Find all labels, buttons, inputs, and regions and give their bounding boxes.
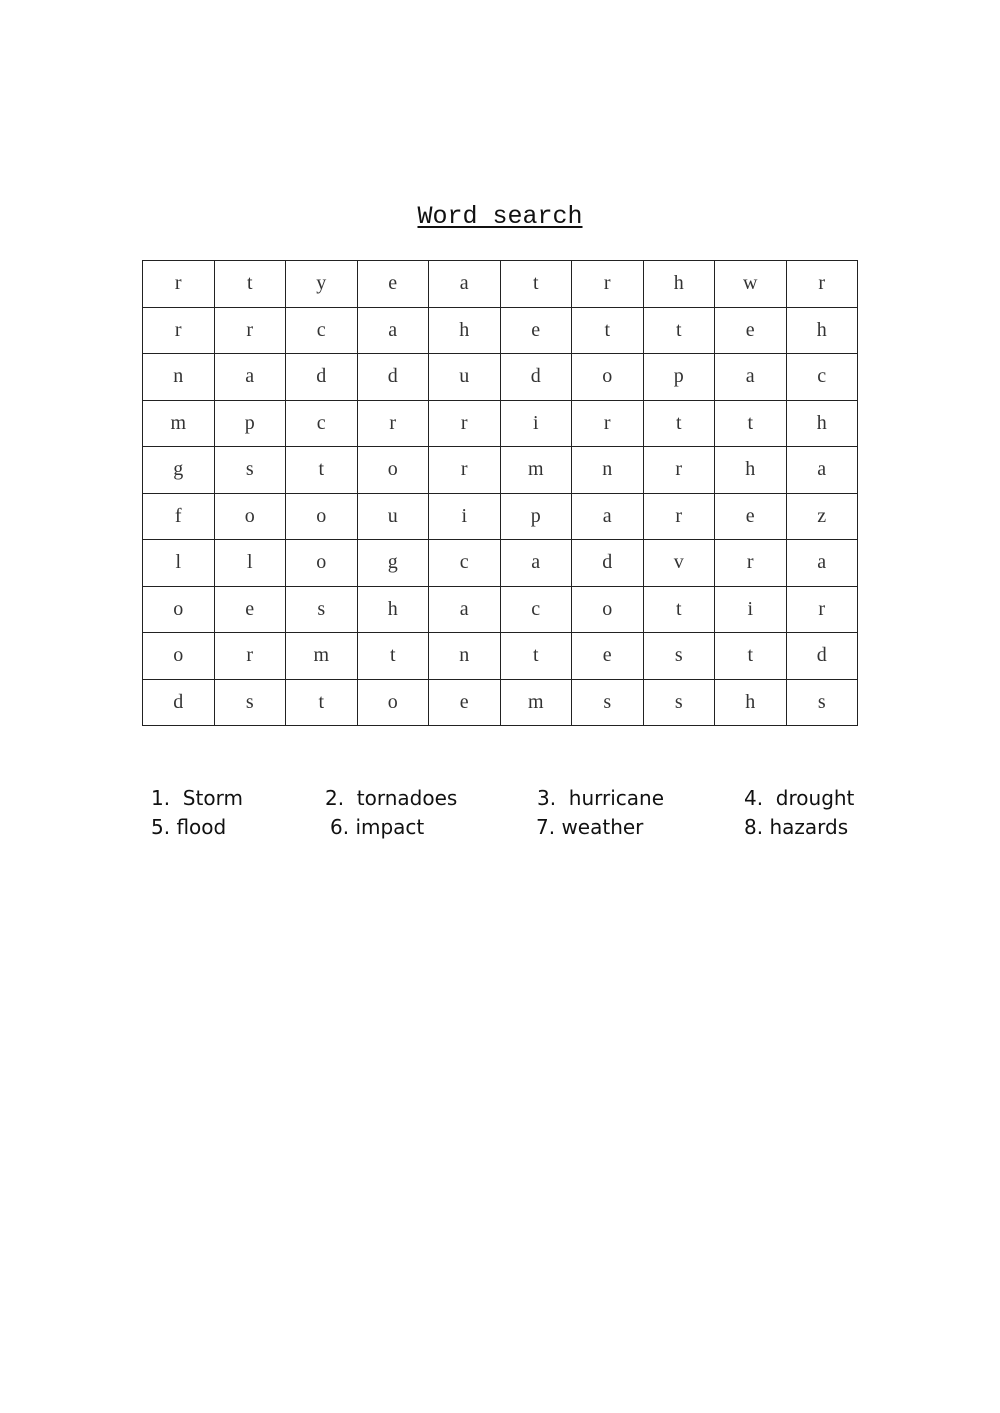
grid-row bbox=[143, 307, 858, 354]
grid-cell[interactable]: m bbox=[500, 679, 572, 726]
grid-cell[interactable]: e bbox=[715, 307, 787, 354]
grid-cell[interactable]: n bbox=[143, 354, 215, 401]
grid-cell[interactable]: m bbox=[143, 400, 215, 447]
grid-cell[interactable]: c bbox=[286, 400, 358, 447]
word-list-item: 8. hazards bbox=[744, 815, 849, 839]
grid-cell[interactable]: d bbox=[500, 354, 572, 401]
grid-cell[interactable]: d bbox=[286, 354, 358, 401]
grid-cell[interactable]: r bbox=[143, 307, 215, 354]
grid-cell[interactable]: s bbox=[572, 679, 644, 726]
grid-cell[interactable]: t bbox=[214, 261, 286, 308]
grid-cell[interactable]: t bbox=[500, 633, 572, 680]
grid-row bbox=[143, 493, 858, 540]
grid-cell[interactable]: c bbox=[786, 354, 858, 401]
word-list-item: 3. hurricane bbox=[537, 786, 665, 810]
grid-cell[interactable]: o bbox=[572, 586, 644, 633]
grid-cell[interactable]: o bbox=[286, 540, 358, 587]
grid-cell[interactable]: o bbox=[357, 447, 429, 494]
grid-cell[interactable]: c bbox=[429, 540, 501, 587]
grid-cell[interactable]: r bbox=[572, 261, 644, 308]
grid-row bbox=[143, 447, 858, 494]
grid-cell[interactable]: w bbox=[715, 261, 787, 308]
word-search-grid bbox=[142, 260, 858, 726]
grid-cell[interactable]: o bbox=[572, 354, 644, 401]
grid-cell[interactable]: s bbox=[643, 633, 715, 680]
grid-cell[interactable]: e bbox=[214, 586, 286, 633]
grid-cell[interactable]: s bbox=[214, 679, 286, 726]
grid-cell[interactable]: u bbox=[429, 354, 501, 401]
grid-cell[interactable]: t bbox=[715, 633, 787, 680]
grid-cell[interactable]: i bbox=[715, 586, 787, 633]
grid-cell[interactable]: a bbox=[786, 540, 858, 587]
grid-cell[interactable]: r bbox=[715, 540, 787, 587]
grid-cell[interactable]: d bbox=[786, 633, 858, 680]
grid-cell[interactable]: t bbox=[500, 261, 572, 308]
grid-cell[interactable]: h bbox=[786, 307, 858, 354]
grid-cell[interactable]: a bbox=[357, 307, 429, 354]
grid-cell[interactable]: n bbox=[429, 633, 501, 680]
grid-cell[interactable]: r bbox=[143, 261, 215, 308]
grid-cell[interactable]: o bbox=[357, 679, 429, 726]
grid-cell[interactable]: e bbox=[429, 679, 501, 726]
grid-cell[interactable]: a bbox=[572, 493, 644, 540]
grid-cell[interactable]: h bbox=[643, 261, 715, 308]
grid-cell[interactable]: h bbox=[786, 400, 858, 447]
grid-cell[interactable]: o bbox=[143, 633, 215, 680]
grid-cell[interactable]: a bbox=[214, 354, 286, 401]
grid-cell[interactable]: a bbox=[500, 540, 572, 587]
grid-cell[interactable]: s bbox=[786, 679, 858, 726]
grid-cell[interactable]: o bbox=[286, 493, 358, 540]
grid-row bbox=[143, 633, 858, 680]
grid-cell[interactable]: h bbox=[715, 447, 787, 494]
grid-cell[interactable]: p bbox=[214, 400, 286, 447]
word-list-item: 4. drought bbox=[744, 786, 855, 810]
grid-cell[interactable]: r bbox=[572, 400, 644, 447]
word-list-item: 1. Storm bbox=[151, 786, 243, 810]
grid-cell[interactable]: s bbox=[286, 586, 358, 633]
grid-cell[interactable]: c bbox=[500, 586, 572, 633]
grid-cell[interactable]: h bbox=[715, 679, 787, 726]
grid-cell[interactable]: z bbox=[786, 493, 858, 540]
grid-row bbox=[143, 400, 858, 447]
grid-cell[interactable]: a bbox=[429, 586, 501, 633]
grid-cell[interactable]: g bbox=[357, 540, 429, 587]
grid-cell[interactable]: m bbox=[500, 447, 572, 494]
grid-cell[interactable]: a bbox=[786, 447, 858, 494]
grid-cell[interactable]: s bbox=[643, 679, 715, 726]
grid-row bbox=[143, 354, 858, 401]
word-list-item: 2. tornadoes bbox=[325, 786, 458, 810]
grid-cell[interactable]: g bbox=[143, 447, 215, 494]
grid-cell[interactable]: t bbox=[643, 586, 715, 633]
grid-cell[interactable]: h bbox=[357, 586, 429, 633]
grid-cell[interactable]: t bbox=[572, 307, 644, 354]
grid-cell[interactable]: r bbox=[643, 493, 715, 540]
grid-cell[interactable]: l bbox=[214, 540, 286, 587]
grid-cell[interactable]: r bbox=[429, 400, 501, 447]
grid-cell[interactable]: l bbox=[143, 540, 215, 587]
grid-cell[interactable]: m bbox=[286, 633, 358, 680]
grid-cell[interactable]: v bbox=[643, 540, 715, 587]
grid-cell[interactable]: t bbox=[715, 400, 787, 447]
grid-cell[interactable]: d bbox=[572, 540, 644, 587]
grid-row bbox=[143, 540, 858, 587]
grid-cell[interactable]: t bbox=[357, 633, 429, 680]
grid-cell[interactable]: r bbox=[786, 586, 858, 633]
grid-cell[interactable]: r bbox=[643, 447, 715, 494]
grid-cell[interactable]: a bbox=[429, 261, 501, 308]
grid-cell[interactable]: c bbox=[286, 307, 358, 354]
grid-cell[interactable]: e bbox=[572, 633, 644, 680]
grid-cell[interactable]: r bbox=[214, 307, 286, 354]
grid-row bbox=[143, 679, 858, 726]
grid-cell[interactable]: y bbox=[286, 261, 358, 308]
grid-cell[interactable]: u bbox=[357, 493, 429, 540]
grid-cell[interactable]: t bbox=[286, 447, 358, 494]
grid-cell[interactable]: i bbox=[429, 493, 501, 540]
grid-cell[interactable]: a bbox=[715, 354, 787, 401]
word-list-item: 7. weather bbox=[536, 815, 644, 839]
grid-cell[interactable]: n bbox=[572, 447, 644, 494]
grid-cell[interactable]: o bbox=[214, 493, 286, 540]
grid-cell[interactable]: p bbox=[643, 354, 715, 401]
worksheet-title: Word search bbox=[417, 202, 583, 231]
grid-cell[interactable]: r bbox=[429, 447, 501, 494]
grid-cell[interactable]: h bbox=[429, 307, 501, 354]
grid-cell[interactable]: o bbox=[143, 586, 215, 633]
grid-cell[interactable]: e bbox=[715, 493, 787, 540]
grid-cell[interactable]: f bbox=[143, 493, 215, 540]
grid-cell[interactable]: d bbox=[143, 679, 215, 726]
grid-cell[interactable]: r bbox=[786, 261, 858, 308]
word-list-item: 5. flood bbox=[151, 815, 227, 839]
grid-cell[interactable]: d bbox=[357, 354, 429, 401]
grid-cell[interactable]: t bbox=[643, 400, 715, 447]
grid-cell[interactable]: t bbox=[286, 679, 358, 726]
grid-row bbox=[143, 586, 858, 633]
grid-cell[interactable]: e bbox=[357, 261, 429, 308]
grid-cell[interactable]: e bbox=[500, 307, 572, 354]
grid-cell[interactable]: r bbox=[357, 400, 429, 447]
grid-cell[interactable]: t bbox=[643, 307, 715, 354]
word-list-item: 6. impact bbox=[330, 815, 425, 839]
grid-cell[interactable]: i bbox=[500, 400, 572, 447]
grid-row bbox=[143, 261, 858, 308]
grid-cell[interactable]: r bbox=[214, 633, 286, 680]
grid-cell[interactable]: p bbox=[500, 493, 572, 540]
grid-cell[interactable]: s bbox=[214, 447, 286, 494]
